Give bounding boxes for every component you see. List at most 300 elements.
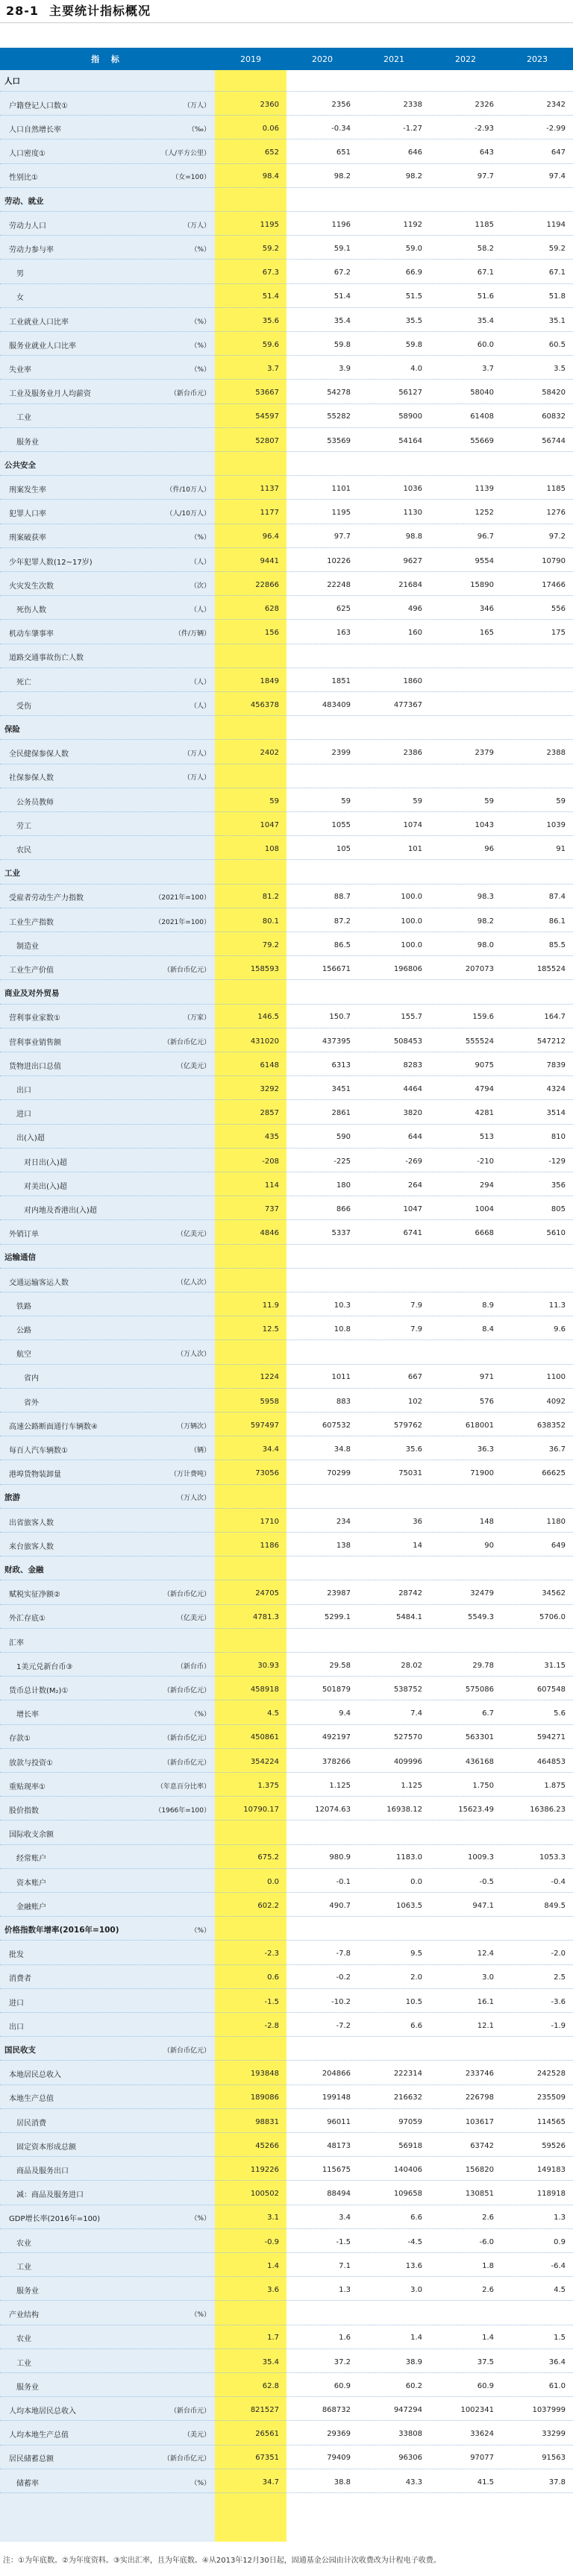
table-row xyxy=(0,2255,573,2277)
table-row xyxy=(0,1919,573,1941)
row-value-2020: 5299.1 xyxy=(325,1613,351,1622)
row-value-2021: 59 xyxy=(413,797,422,805)
row-unit: （亿美元） xyxy=(176,1062,210,1070)
row-unit: （新台币亿元） xyxy=(163,1735,210,1743)
row-label: 铁路 xyxy=(16,1302,31,1311)
row-value-2023: 235509 xyxy=(536,2093,566,2102)
row-value-2022: 2.6 xyxy=(482,2285,494,2294)
row-label: 国民收支 xyxy=(4,2045,36,2055)
row-value-2023: -1.9 xyxy=(551,2021,566,2030)
row-value-2020: 86.5 xyxy=(334,940,351,949)
row-value-2019: 96.4 xyxy=(262,533,279,541)
table-row xyxy=(0,1511,573,1533)
row-unit: （亿美元） xyxy=(176,1615,210,1623)
row-value-2019: 597497 xyxy=(250,1421,279,1430)
table-row xyxy=(0,1367,573,1389)
table-row xyxy=(0,1295,573,1316)
row-label: 对内地及香港出(入)超 xyxy=(24,1206,97,1215)
table-row xyxy=(0,503,573,524)
row-value-2023: 58420 xyxy=(542,389,566,398)
row-label: 居民储蓄总额 xyxy=(9,2455,54,2464)
table-row xyxy=(0,2448,573,2469)
table-row xyxy=(0,2015,573,2037)
row-value-2023: 547212 xyxy=(536,1037,566,1046)
table-row xyxy=(0,406,573,428)
row-value-2021: 140406 xyxy=(393,2165,422,2174)
row-label: 火灾发生次数 xyxy=(9,582,54,591)
row-label: 储蓄率 xyxy=(16,2479,39,2488)
row-value-2020: 34.8 xyxy=(334,1445,351,1454)
row-unit: （万人） xyxy=(183,774,210,782)
row-value-2023: 35.1 xyxy=(548,316,566,325)
row-value-2022: 207073 xyxy=(465,964,494,973)
table-row xyxy=(0,2352,573,2373)
row-value-2019: 3.6 xyxy=(267,2285,279,2294)
row-value-2020: 590 xyxy=(336,1133,351,1142)
row-value-2021: 59.0 xyxy=(405,244,422,253)
row-value-2020: 79409 xyxy=(327,2454,351,2463)
table-header xyxy=(0,48,573,70)
row-value-2020: 53569 xyxy=(327,436,351,445)
row-value-2019: 4846 xyxy=(260,1229,279,1238)
row-label: 人口 xyxy=(4,76,20,86)
row-label: 赋税实征净额② xyxy=(9,1591,60,1600)
row-unit: （新台币亿元） xyxy=(163,1591,210,1599)
row-value-2023: 5610 xyxy=(546,1229,566,1238)
row-value-2019: 1186 xyxy=(260,1541,279,1550)
table-row xyxy=(0,2111,573,2133)
row-value-2019: 26561 xyxy=(255,2430,279,2439)
row-value-2020: 97.7 xyxy=(334,533,351,541)
table-row xyxy=(0,310,573,332)
row-value-2019: 24705 xyxy=(255,1589,279,1598)
row-value-2019: -208 xyxy=(262,1157,279,1166)
row-value-2023: 1053.3 xyxy=(539,1853,566,1862)
table-row xyxy=(0,1151,573,1172)
row-value-2021: 508453 xyxy=(393,1037,422,1046)
row-value-2019: 652 xyxy=(264,148,279,157)
row-value-2023: 1100 xyxy=(546,1373,566,1382)
row-value-2023: 5706.0 xyxy=(539,1613,566,1622)
row-value-2020: 138 xyxy=(336,1541,351,1550)
row-unit: （%） xyxy=(190,2311,210,2319)
row-value-2020: 163 xyxy=(336,629,351,638)
row-value-2022: 103617 xyxy=(465,2117,494,2126)
row-value-2023: 16386.23 xyxy=(530,1805,566,1814)
row-value-2019: 458918 xyxy=(250,1685,279,1694)
row-value-2019: 1047 xyxy=(260,820,279,829)
row-label: 出口 xyxy=(16,1086,31,1095)
row-unit: （新台币亿元） xyxy=(163,2046,210,2055)
table-row xyxy=(0,718,573,740)
row-value-2021: 13.6 xyxy=(405,2261,422,2270)
row-value-2020: 492197 xyxy=(322,1733,351,1742)
row-value-2022: 36.3 xyxy=(477,1445,494,1454)
row-value-2020: 12074.63 xyxy=(315,1805,351,1814)
row-value-2023: 91 xyxy=(556,844,566,853)
row-value-2019: 3292 xyxy=(260,1084,279,1093)
row-value-2020: 70299 xyxy=(327,1469,351,1478)
table-row xyxy=(0,94,573,116)
row-value-2023: 1194 xyxy=(546,220,566,229)
row-value-2019: 675.2 xyxy=(257,1853,279,1862)
row-value-2019: 35.6 xyxy=(262,316,279,325)
row-value-2021: 1036 xyxy=(403,484,422,493)
row-unit: （新台币元） xyxy=(169,2407,210,2415)
row-label: 性别比① xyxy=(9,174,38,183)
row-value-2023: 17466 xyxy=(542,580,566,589)
row-unit: （%） xyxy=(190,1926,210,1935)
row-value-2022: 1.4 xyxy=(482,2334,494,2343)
row-value-2023: 2.5 xyxy=(554,1973,566,1982)
table-row xyxy=(0,263,573,284)
row-unit: （万计费吨） xyxy=(169,1471,210,1479)
row-value-2021: 7.9 xyxy=(410,1325,422,1333)
table-row xyxy=(0,1607,573,1629)
row-value-2019: -2.8 xyxy=(264,2021,279,2030)
row-value-2023: 60.5 xyxy=(548,340,566,349)
table-row xyxy=(0,214,573,236)
row-value-2020: -0.34 xyxy=(331,124,351,133)
table-row xyxy=(0,887,573,908)
table-row xyxy=(0,743,573,764)
row-value-2023: 91563 xyxy=(542,2454,566,2463)
row-unit: （新台币亿元） xyxy=(163,1759,210,1767)
row-value-2023: 464853 xyxy=(536,1757,566,1766)
row-value-2020: 234 xyxy=(336,1517,351,1526)
row-label: 服务业就业人口比率 xyxy=(9,342,76,351)
row-value-2020: 10.8 xyxy=(334,1325,351,1333)
row-value-2022: 148 xyxy=(479,1517,494,1526)
row-value-2021: 6.6 xyxy=(410,2214,422,2222)
row-value-2023: -129 xyxy=(548,1157,566,1166)
table-row xyxy=(0,2231,573,2253)
row-label: 失业率 xyxy=(9,365,31,374)
row-value-2020: 9.4 xyxy=(339,1709,351,1718)
row-value-2023: 805 xyxy=(551,1204,566,1213)
row-value-2021: 1860 xyxy=(403,676,422,685)
row-value-2020: 204866 xyxy=(322,2070,351,2079)
row-value-2021: 51.5 xyxy=(405,292,422,301)
table-row xyxy=(0,1679,573,1700)
row-value-2021: 1.125 xyxy=(401,1781,422,1790)
row-unit: （万人） xyxy=(183,750,210,758)
row-value-2019: 1710 xyxy=(260,1517,279,1526)
row-value-2022: 1002341 xyxy=(460,2405,494,2414)
row-value-2022: 513 xyxy=(479,1133,494,1142)
row-label: 男 xyxy=(16,270,24,279)
table-row xyxy=(0,1127,573,1149)
row-value-2023: 149183 xyxy=(536,2165,566,2174)
table-row xyxy=(0,1319,573,1340)
table-row xyxy=(0,1078,573,1100)
row-value-2022: 9554 xyxy=(475,556,494,565)
row-value-2021: 646 xyxy=(407,148,422,157)
row-value-2020: 5337 xyxy=(331,1229,351,1238)
row-value-2019: 821527 xyxy=(250,2405,279,2414)
row-value-2021: 477367 xyxy=(393,700,422,709)
table-row xyxy=(0,1559,573,1580)
row-unit: （人/10万人） xyxy=(166,510,210,518)
row-value-2023: 5.6 xyxy=(554,1709,566,1718)
row-value-2023: 66625 xyxy=(542,1469,566,1478)
row-label: 每百人汽车辆数① xyxy=(9,1446,68,1455)
row-value-2022: 618001 xyxy=(465,1421,494,1430)
row-value-2023: 2388 xyxy=(546,749,566,758)
table-row xyxy=(0,983,573,1005)
row-value-2020: 55282 xyxy=(327,412,351,421)
row-label: 外销订单 xyxy=(9,1231,39,1240)
row-value-2020: 1.3 xyxy=(339,2285,351,2294)
row-value-2023: 9.6 xyxy=(554,1325,566,1333)
row-label: 少年犯罪人数(12~17岁) xyxy=(9,558,93,567)
table-row xyxy=(0,1055,573,1076)
row-value-2019: 3.1 xyxy=(267,2214,279,2222)
row-label: 劳动力人口 xyxy=(9,222,46,230)
row-value-2019: 11.9 xyxy=(262,1301,279,1310)
row-value-2022: 98.2 xyxy=(477,917,494,926)
row-label: 公共安全 xyxy=(4,460,36,470)
row-value-2023: 164.7 xyxy=(544,1013,566,1022)
row-value-2021: 43.3 xyxy=(405,2478,422,2487)
row-value-2023: 36.7 xyxy=(548,1445,566,1454)
row-value-2021: 1.4 xyxy=(410,2334,422,2343)
row-value-2022: 15890 xyxy=(470,580,494,589)
table-row xyxy=(0,1799,573,1821)
row-label: 工业 xyxy=(16,2263,31,2272)
row-value-2021: -269 xyxy=(405,1157,422,1166)
row-value-2022: 233746 xyxy=(465,2070,494,2079)
row-value-2020: 1.125 xyxy=(329,1781,351,1790)
row-value-2020: 88.7 xyxy=(334,893,351,902)
row-value-2022: 12.1 xyxy=(477,2021,494,2030)
row-value-2019: 1.7 xyxy=(267,2334,279,2343)
row-value-2019: 34.7 xyxy=(262,2478,279,2487)
row-value-2021: 75031 xyxy=(398,1469,422,1478)
row-value-2023: 556 xyxy=(551,604,566,613)
row-label: 交通运输客运人数 xyxy=(9,1278,69,1287)
row-value-2022: 576 xyxy=(479,1397,494,1406)
row-value-2019: 119226 xyxy=(250,2165,279,2174)
row-value-2023: 87.4 xyxy=(548,893,566,902)
table-row xyxy=(0,383,573,404)
row-value-2019: 0.06 xyxy=(262,124,279,133)
row-value-2021: 7.9 xyxy=(410,1301,422,1310)
row-value-2020: 48173 xyxy=(327,2141,351,2150)
header-year-2022: 2022 xyxy=(455,54,476,64)
row-value-2021: -4.5 xyxy=(407,2237,422,2246)
row-value-2020: 22248 xyxy=(327,580,351,589)
row-value-2021: 1183.0 xyxy=(396,1853,422,1862)
row-value-2019: 9441 xyxy=(260,556,279,565)
row-value-2019: 1849 xyxy=(260,676,279,685)
table-row xyxy=(0,1031,573,1052)
row-value-2021: 9.5 xyxy=(410,1950,422,1958)
row-value-2020: 2399 xyxy=(331,749,351,758)
row-label: 人均本地生产总值 xyxy=(9,2431,69,2440)
row-unit: （1966年=100） xyxy=(154,1806,210,1815)
row-value-2020: 54278 xyxy=(327,389,351,398)
row-value-2023: 849.5 xyxy=(544,1901,566,1910)
table-row xyxy=(0,1535,573,1556)
table-row xyxy=(0,2039,573,2061)
row-value-2019: 4781.3 xyxy=(253,1613,279,1622)
row-value-2019: 4.5 xyxy=(267,1709,279,1718)
row-value-2021: 1047 xyxy=(403,1204,422,1213)
row-value-2019: 1224 xyxy=(260,1373,279,1382)
row-value-2021: 667 xyxy=(407,1373,422,1382)
row-label: 股价指数 xyxy=(9,1806,39,1815)
header-year-2019: 2019 xyxy=(240,54,261,64)
row-label: 金融账户 xyxy=(16,1903,46,1911)
row-value-2021: 28.02 xyxy=(401,1661,422,1670)
row-value-2021: -1.27 xyxy=(403,124,422,133)
row-unit: （新台币亿元） xyxy=(163,2455,210,2463)
row-label: 港埠货物装卸量 xyxy=(9,1471,61,1480)
row-label: 重贴现率① xyxy=(9,1782,46,1791)
table-row xyxy=(0,767,573,788)
row-value-2021: 14 xyxy=(413,1541,422,1550)
row-value-2020: 868732 xyxy=(322,2405,351,2414)
row-label: 财政、金融 xyxy=(4,1565,44,1574)
row-unit: （新台币亿元） xyxy=(163,1686,210,1694)
row-label: 出省旅客人数 xyxy=(9,1518,54,1527)
row-value-2019: 456378 xyxy=(250,700,279,709)
table-row xyxy=(0,1895,573,1917)
row-value-2019: 51.4 xyxy=(262,292,279,301)
row-value-2022: 60.0 xyxy=(477,340,494,349)
row-label: 制造业 xyxy=(16,942,39,951)
row-unit: （2021年=100） xyxy=(154,894,210,902)
row-value-2019: 5958 xyxy=(260,1397,279,1406)
row-label: 道路交通事故伤亡人数 xyxy=(9,654,84,663)
row-value-2023: 10790 xyxy=(542,556,566,565)
row-value-2021: 96306 xyxy=(398,2454,422,2463)
row-value-2021: 56127 xyxy=(398,389,422,398)
row-label: 国际收支余额 xyxy=(9,1831,54,1840)
row-label: 劳动、就业 xyxy=(4,196,44,206)
row-value-2023: 0.9 xyxy=(554,2237,566,2246)
row-value-2022: 6668 xyxy=(475,1229,494,1238)
table-row xyxy=(0,2208,573,2229)
row-value-2020: -225 xyxy=(334,1157,351,1166)
row-unit: （女=100） xyxy=(172,174,210,182)
row-value-2020: 3.9 xyxy=(339,364,351,373)
row-value-2022: 96.7 xyxy=(477,533,494,541)
row-label: 商业及对外贸易 xyxy=(4,989,60,999)
row-label: 服务业 xyxy=(16,2287,39,2296)
row-value-2023: -0.4 xyxy=(551,1877,566,1886)
row-value-2022: 3.0 xyxy=(482,1973,494,1982)
row-value-2023: 118918 xyxy=(536,2190,566,2199)
table-row xyxy=(0,1967,573,1989)
row-label: 女 xyxy=(16,294,24,303)
table-row xyxy=(0,454,573,476)
row-value-2020: 88494 xyxy=(327,2190,351,2199)
row-value-2019: 2857 xyxy=(260,1109,279,1118)
row-label: 人口自然增长率 xyxy=(9,125,61,134)
row-value-2023: 185524 xyxy=(536,964,566,973)
row-unit: （新台币） xyxy=(176,1662,210,1671)
row-value-2021: 100.0 xyxy=(401,940,422,949)
row-value-2023: 1.3 xyxy=(554,2214,566,2222)
row-value-2023: 31.15 xyxy=(544,1661,566,1670)
row-value-2022: 32479 xyxy=(470,1589,494,1598)
row-value-2022: 575086 xyxy=(465,1685,494,1694)
row-value-2021: 538752 xyxy=(393,1685,422,1694)
row-value-2019: 354224 xyxy=(250,1757,279,1766)
table-row xyxy=(0,1631,573,1653)
row-value-2020: 115675 xyxy=(322,2165,351,2174)
row-label: 农业 xyxy=(16,2335,31,2344)
row-value-2023: 1276 xyxy=(546,509,566,518)
row-value-2020: 866 xyxy=(336,1204,351,1213)
row-value-2020: 883 xyxy=(336,1397,351,1406)
row-value-2020: 2356 xyxy=(331,100,351,109)
row-value-2021: 10.5 xyxy=(405,1997,422,2006)
row-value-2021: 4464 xyxy=(403,1084,422,1093)
row-value-2019: 62.8 xyxy=(262,2381,279,2390)
table-row xyxy=(0,1991,573,2013)
table-row xyxy=(0,838,573,860)
row-value-2021: 109658 xyxy=(393,2190,422,2199)
row-value-2023: 67.1 xyxy=(548,268,566,277)
row-value-2020: 651 xyxy=(336,148,351,157)
row-label: 劳工 xyxy=(16,822,31,831)
row-unit: （件/万辆） xyxy=(174,630,210,638)
table-row xyxy=(0,1007,573,1028)
row-value-2023: -6.4 xyxy=(551,2261,566,2270)
row-value-2021: 264 xyxy=(407,1181,422,1190)
row-value-2023: 3514 xyxy=(546,1109,566,1118)
header-year-2021: 2021 xyxy=(383,54,404,64)
row-value-2023: 85.5 xyxy=(548,940,566,949)
row-value-2021: 66.9 xyxy=(405,268,422,277)
row-label: 高速公路断面通行车辆数④ xyxy=(9,1422,98,1431)
table-row xyxy=(0,1775,573,1797)
table-row xyxy=(0,550,573,572)
row-value-2020: 156671 xyxy=(322,964,351,973)
table-row xyxy=(0,1343,573,1365)
row-value-2022: 97.7 xyxy=(477,172,494,181)
row-value-2019: 22866 xyxy=(255,580,279,589)
row-label: 受伤 xyxy=(16,702,31,711)
row-label: 价格指数年增率(2016年=100) xyxy=(4,1925,119,1935)
row-unit: （人） xyxy=(190,606,210,614)
row-value-2022: -2.93 xyxy=(475,124,494,133)
row-value-2020: 37.2 xyxy=(334,2357,351,2366)
row-value-2023: 638352 xyxy=(536,1421,566,1430)
row-label: 工业 xyxy=(4,869,20,879)
table-row xyxy=(0,1247,573,1269)
row-value-2022: 2326 xyxy=(475,100,494,109)
table-row xyxy=(0,1439,573,1460)
row-value-2021: 100.0 xyxy=(401,917,422,926)
row-unit: （年息百分比率） xyxy=(156,1782,210,1791)
table-row xyxy=(0,694,573,716)
row-value-2022: 1.8 xyxy=(482,2261,494,2270)
row-label: 资本账户 xyxy=(16,1879,46,1888)
row-value-2019: 435 xyxy=(264,1133,279,1142)
row-label: 减：商品及服务进口 xyxy=(16,2191,84,2200)
table-row xyxy=(0,1823,573,1845)
row-value-2023: 60832 xyxy=(542,412,566,421)
row-value-2022: 51.6 xyxy=(477,292,494,301)
row-value-2019: 1137 xyxy=(260,484,279,493)
row-value-2021: 2.0 xyxy=(410,1973,422,1982)
row-value-2021: 33808 xyxy=(398,2430,422,2439)
row-value-2023: 114565 xyxy=(536,2117,566,2126)
